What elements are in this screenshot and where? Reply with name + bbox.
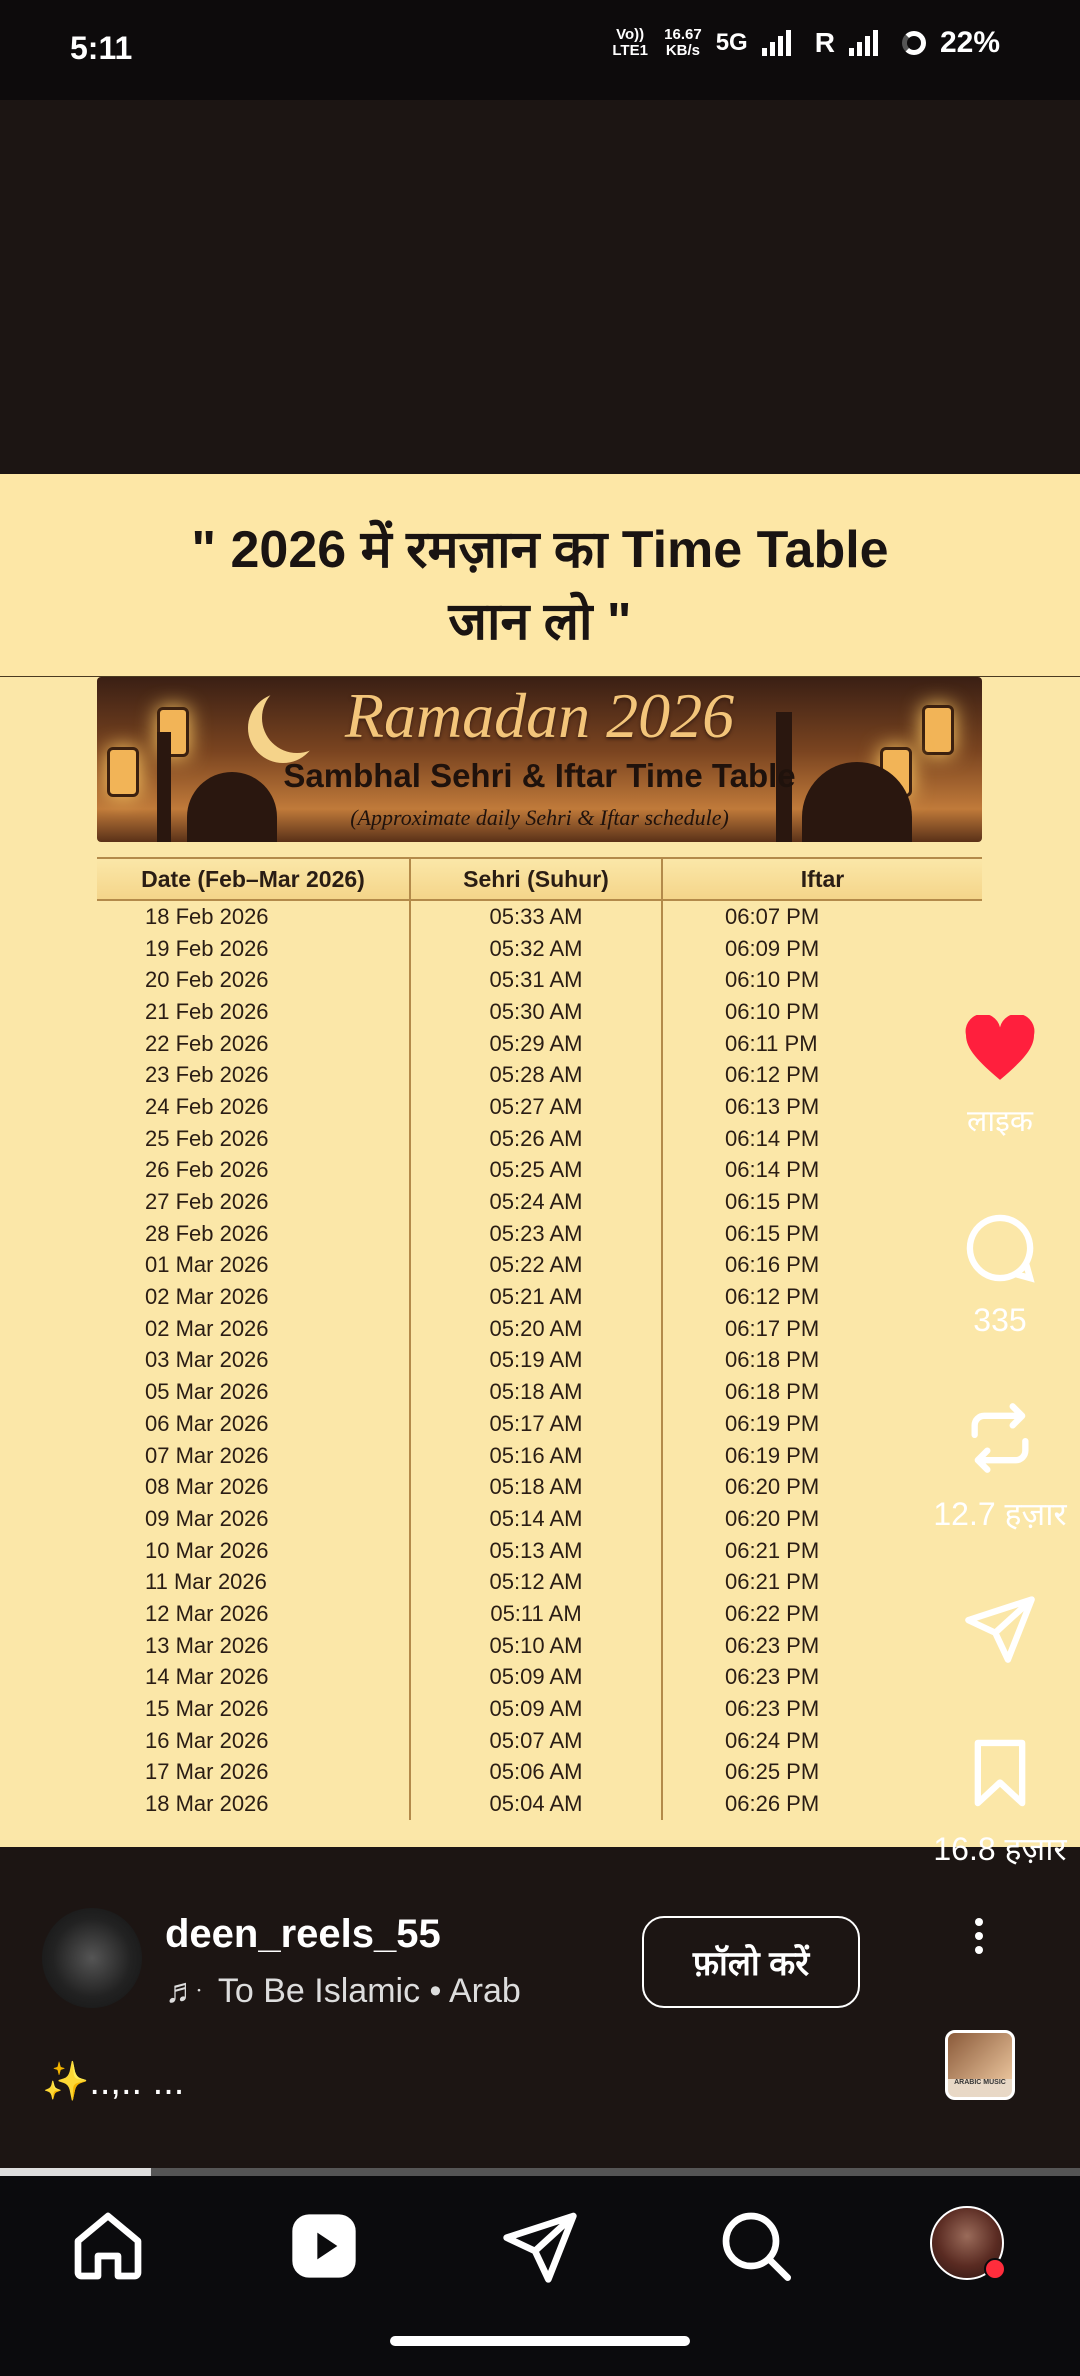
column-header-date: Date (Feb–Mar 2026) <box>97 858 410 900</box>
row-sehri: 05:32 AM <box>410 933 662 965</box>
signal-icon-2 <box>849 30 878 56</box>
row-sehri: 05:19 AM <box>410 1345 662 1377</box>
music-track[interactable]: ♬ ּ To Be Islamic • Arab <box>165 1972 521 2010</box>
network-type: 5G <box>715 29 748 56</box>
bottom-navbar <box>0 2176 1080 2376</box>
row-iftar: 06:11 PM <box>725 1030 818 1056</box>
video-caption-line2: जान लो " <box>448 593 632 651</box>
roaming-indicator: R <box>814 27 835 58</box>
timetable-row <box>97 1598 982 1630</box>
battery-level: 22% <box>939 26 1000 59</box>
repost-button[interactable] <box>933 1400 1067 1535</box>
row-date: 24 Feb 2026 <box>145 1093 269 1119</box>
status-icons <box>610 26 1000 60</box>
row-iftar: 06:22 PM <box>725 1600 820 1626</box>
row-sehri: 05:18 AM <box>410 1471 662 1503</box>
reels-icon[interactable] <box>284 2206 364 2286</box>
status-bar <box>0 0 1080 100</box>
row-iftar: 06:18 PM <box>725 1379 820 1405</box>
timetable-row <box>97 1186 982 1218</box>
row-date: 17 Mar 2026 <box>145 1759 269 1785</box>
timetable-row <box>97 1376 982 1408</box>
author-username[interactable]: deen_reels_55 <box>165 1912 441 1956</box>
row-sehri: 05:26 AM <box>410 1123 662 1155</box>
follow-button[interactable]: फ़ॉलो करें <box>642 1916 860 2008</box>
row-date: 18 Mar 2026 <box>145 1791 269 1817</box>
row-sehri: 05:07 AM <box>410 1725 662 1757</box>
timetable-row <box>97 1345 982 1377</box>
row-iftar: 06:12 PM <box>725 1062 820 1088</box>
row-iftar: 06:14 PM <box>725 1125 820 1151</box>
row-date: 28 Feb 2026 <box>145 1220 269 1246</box>
row-sehri: 05:06 AM <box>410 1757 662 1789</box>
timetable-row <box>97 933 982 965</box>
timetable-row <box>97 1535 982 1567</box>
timetable-row <box>97 1408 982 1440</box>
row-date: 05 Mar 2026 <box>145 1379 269 1405</box>
timetable-row <box>97 964 982 996</box>
timetable-row <box>97 1281 982 1313</box>
row-date: 03 Mar 2026 <box>145 1347 269 1373</box>
timetable-row <box>97 1250 982 1282</box>
album-art-text: ARABIC MUSIC <box>954 2079 1006 2086</box>
row-sehri: 05:25 AM <box>410 1155 662 1187</box>
row-iftar: 06:26 PM <box>725 1791 820 1817</box>
row-iftar: 06:21 PM <box>725 1537 820 1563</box>
row-iftar: 06:10 PM <box>725 998 820 1024</box>
timetable-row <box>97 1693 982 1725</box>
row-date: 01 Mar 2026 <box>145 1252 269 1278</box>
timetable-row <box>97 1725 982 1757</box>
timetable-row <box>97 1028 982 1060</box>
poster-note: (Approximate daily Sehri & Iftar schedule) <box>350 805 729 830</box>
row-iftar: 06:21 PM <box>725 1569 820 1595</box>
row-iftar: 06:10 PM <box>725 967 820 993</box>
network-speed-unit: KB/s <box>665 42 701 59</box>
row-date: 02 Mar 2026 <box>145 1315 269 1341</box>
send-icon[interactable] <box>500 2206 580 2286</box>
timetable-row <box>97 1313 982 1345</box>
column-header-iftar: Iftar <box>662 858 982 900</box>
status-time: 5:11 <box>70 30 133 66</box>
send-icon <box>962 1590 1038 1666</box>
video-caption-line1: " 2026 में रमज़ान का Time Table <box>191 521 889 579</box>
row-sehri: 05:12 AM <box>410 1566 662 1598</box>
row-date: 12 Mar 2026 <box>145 1600 269 1626</box>
row-iftar: 06:07 PM <box>725 903 820 929</box>
row-date: 26 Feb 2026 <box>145 1157 269 1183</box>
timetable-row <box>97 1440 982 1472</box>
signal-icon <box>762 30 791 56</box>
bookmark-icon <box>962 1735 1038 1811</box>
row-date: 25 Feb 2026 <box>145 1125 269 1151</box>
gesture-home-indicator[interactable] <box>390 2336 690 2346</box>
comment-count: 335 <box>973 1302 1027 1338</box>
row-sehri: 05:09 AM <box>410 1693 662 1725</box>
row-iftar: 06:09 PM <box>725 935 820 961</box>
timetable-row <box>97 1566 982 1598</box>
profile-avatar[interactable] <box>930 2206 1010 2286</box>
save-button[interactable] <box>933 1735 1067 1870</box>
column-header-sehri: Sehri (Suhur) <box>410 858 662 900</box>
row-sehri: 05:21 AM <box>410 1281 662 1313</box>
timetable-row <box>97 1503 982 1535</box>
row-date: 07 Mar 2026 <box>145 1442 269 1468</box>
row-date: 16 Mar 2026 <box>145 1727 269 1753</box>
timetable-row <box>97 1059 982 1091</box>
row-iftar: 06:19 PM <box>725 1442 820 1468</box>
volte-indicator: Vo)) LTE1 <box>612 26 648 59</box>
poster-title: Ramadan 2026 <box>344 680 735 751</box>
row-date: 09 Mar 2026 <box>145 1505 269 1531</box>
row-sehri: 05:28 AM <box>410 1059 662 1091</box>
row-sehri: 05:18 AM <box>410 1376 662 1408</box>
comment-icon <box>962 1210 1038 1286</box>
timetable-row <box>97 1218 982 1250</box>
row-date: 19 Feb 2026 <box>145 935 269 961</box>
video-progress-bar[interactable] <box>0 2168 1080 2176</box>
more-options-icon[interactable] <box>964 1912 994 1972</box>
row-iftar: 06:12 PM <box>725 1284 820 1310</box>
row-sehri: 05:13 AM <box>410 1535 662 1567</box>
row-date: 14 Mar 2026 <box>145 1664 269 1690</box>
timetable-row <box>97 1471 982 1503</box>
row-sehri: 05:29 AM <box>410 1028 662 1060</box>
home-icon[interactable] <box>68 2206 148 2286</box>
row-date: 22 Feb 2026 <box>145 1030 269 1056</box>
author-avatar[interactable] <box>42 1908 142 2008</box>
row-iftar: 06:14 PM <box>725 1157 820 1183</box>
row-date: 10 Mar 2026 <box>145 1537 269 1563</box>
row-sehri: 05:10 AM <box>410 1630 662 1662</box>
row-iftar: 06:16 PM <box>725 1252 820 1278</box>
notification-dot <box>984 2258 1006 2280</box>
row-sehri: 05:17 AM <box>410 1408 662 1440</box>
row-date: 27 Feb 2026 <box>145 1189 269 1215</box>
timetable-row <box>97 1757 982 1789</box>
timetable-row <box>97 1630 982 1662</box>
row-iftar: 06:24 PM <box>725 1727 820 1753</box>
row-iftar: 06:15 PM <box>725 1189 820 1215</box>
row-sehri: 05:23 AM <box>410 1218 662 1250</box>
video-dark-area[interactable] <box>0 100 1080 474</box>
timetable-row <box>97 1091 982 1123</box>
timetable-row <box>97 1662 982 1694</box>
timetable-row <box>97 900 982 933</box>
repost-icon <box>962 1400 1038 1476</box>
share-button[interactable] <box>940 1590 1060 1666</box>
row-iftar: 06:23 PM <box>725 1696 820 1722</box>
row-sehri: 05:09 AM <box>410 1662 662 1694</box>
row-sehri: 05:24 AM <box>410 1186 662 1218</box>
timetable <box>97 857 982 1820</box>
timetable-row <box>97 1155 982 1187</box>
row-sehri: 05:30 AM <box>410 996 662 1028</box>
comment-button[interactable] <box>940 1210 1060 1339</box>
album-art[interactable] <box>945 2030 1015 2100</box>
poster-banner <box>97 677 982 842</box>
row-iftar: 06:23 PM <box>725 1632 820 1658</box>
row-sehri: 05:31 AM <box>410 964 662 996</box>
row-sehri: 05:16 AM <box>410 1440 662 1472</box>
row-date: 06 Mar 2026 <box>145 1410 269 1436</box>
repost-count: 12.7 हज़ार <box>933 1496 1067 1532</box>
timetable-poster[interactable] <box>0 677 1080 1847</box>
network-speed-value: 16.67 <box>664 26 702 43</box>
row-sehri: 05:22 AM <box>410 1250 662 1282</box>
row-iftar: 06:18 PM <box>725 1347 820 1373</box>
video-progress-fill <box>0 2168 151 2176</box>
row-iftar: 06:20 PM <box>725 1474 820 1500</box>
row-iftar: 06:25 PM <box>725 1759 820 1785</box>
row-iftar: 06:23 PM <box>725 1664 820 1690</box>
row-date: 18 Feb 2026 <box>145 903 269 929</box>
row-iftar: 06:20 PM <box>725 1505 820 1531</box>
like-button[interactable] <box>940 1015 1060 1140</box>
like-label: लाइक <box>967 1105 1033 1138</box>
row-sehri: 05:27 AM <box>410 1091 662 1123</box>
row-iftar: 06:15 PM <box>725 1220 820 1246</box>
battery-icon <box>902 31 926 55</box>
row-date: 15 Mar 2026 <box>145 1696 269 1722</box>
row-date: 13 Mar 2026 <box>145 1632 269 1658</box>
heart-icon <box>962 1015 1038 1083</box>
network-speed <box>664 27 702 59</box>
timetable-row <box>97 996 982 1028</box>
row-date: 23 Feb 2026 <box>145 1062 269 1088</box>
row-sehri: 05:14 AM <box>410 1503 662 1535</box>
timetable-row <box>97 1788 982 1820</box>
video-caption-band <box>0 474 1080 678</box>
row-date: 20 Feb 2026 <box>145 967 269 993</box>
row-date: 08 Mar 2026 <box>145 1474 269 1500</box>
row-sehri: 05:20 AM <box>410 1313 662 1345</box>
row-iftar: 06:17 PM <box>725 1315 820 1341</box>
timetable-header <box>97 858 982 900</box>
row-iftar: 06:19 PM <box>725 1410 820 1436</box>
row-sehri: 05:04 AM <box>410 1788 662 1820</box>
row-date: 02 Mar 2026 <box>145 1284 269 1310</box>
reel-caption[interactable]: ✨..,.. ... <box>42 2061 185 2103</box>
row-date: 11 Mar 2026 <box>145 1569 267 1595</box>
search-icon[interactable] <box>716 2206 796 2286</box>
row-iftar: 06:13 PM <box>725 1093 820 1119</box>
row-date: 21 Feb 2026 <box>145 998 269 1024</box>
save-count: 16.8 हज़ार <box>933 1831 1067 1867</box>
timetable-row <box>97 1123 982 1155</box>
row-sehri: 05:11 AM <box>410 1598 662 1630</box>
row-sehri: 05:33 AM <box>410 900 662 933</box>
poster-subtitle: Sambhal Sehri & Iftar Time Table <box>283 757 796 794</box>
